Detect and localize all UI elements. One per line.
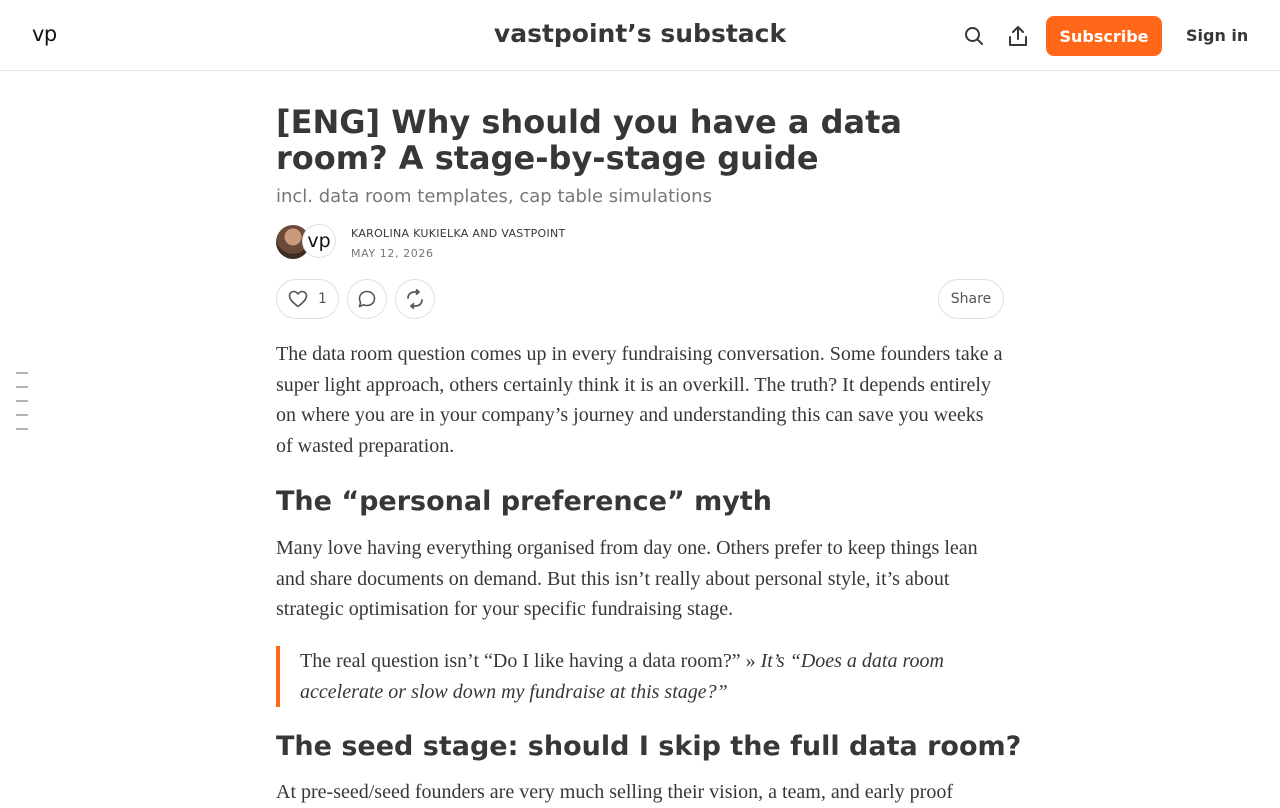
share-upload-icon[interactable] (1006, 24, 1030, 48)
toc-line (16, 400, 28, 402)
like-button[interactable] (276, 279, 339, 319)
byline (276, 225, 1004, 265)
paragraph: At pre-seed/seed founders are very much selling their vision, a team, and early proof (276, 781, 953, 803)
sign-in-link[interactable]: Sign in (1186, 26, 1249, 45)
pull-quote (276, 646, 1004, 707)
search-icon[interactable] (962, 24, 986, 48)
post-title: [ENG] Why should you have a data room? A stage-by-stage guide (276, 103, 902, 177)
toc-line (16, 372, 28, 374)
paragraph: The data room question comes up in every fundraising conversation. Some founders take a super light approach, others certainly think it is an overkill. The truth? It depends entirely on where you are in your company’s journey and understanding this can save you weeks of wasted preparation. (276, 343, 1003, 457)
section-heading: The “personal preference” myth (276, 486, 772, 517)
table-of-contents-toggle[interactable] (16, 372, 28, 442)
restack-button[interactable] (395, 279, 435, 319)
toc-line (16, 428, 28, 430)
toc-line (16, 414, 28, 416)
comment-icon (357, 289, 377, 309)
author-names[interactable]: KAROLINA KUKIELKA AND VASTPOINT (351, 227, 566, 240)
like-count: 1 (318, 291, 327, 307)
section-heading: The seed stage: should I skip the full data room? (276, 731, 1022, 762)
post-actions (276, 279, 1004, 319)
quote-italic-text: It’s “Does a data room accelerate or slow down my fundraise at this stage?” (300, 650, 944, 703)
publication-title[interactable]: vastpoint’s substack (493, 19, 787, 48)
subscribe-button[interactable]: Subscribe (1046, 16, 1162, 56)
comment-button[interactable] (347, 279, 387, 319)
quote-text: The real question isn’t “Do I like having a data room?” » (300, 650, 761, 672)
publication-avatar[interactable]: vp (302, 224, 336, 258)
publication-logo[interactable]: vp (32, 22, 57, 46)
paragraph: Many love having everything organised from day one. Others prefer to keep things lean and share documents on demand. But this isn’t really about personal style, it’s about strategic optimisation for your specific fundraising stage. (276, 537, 978, 620)
restack-icon (405, 289, 425, 309)
share-button[interactable]: Share (938, 279, 1004, 319)
toc-line (16, 386, 28, 388)
top-bar (0, 0, 1280, 71)
post-subtitle: incl. data room templates, cap table simulations (276, 186, 712, 207)
post-date: MAY 12, 2026 (351, 247, 434, 260)
article-header (276, 104, 1004, 319)
heart-icon (288, 290, 308, 308)
